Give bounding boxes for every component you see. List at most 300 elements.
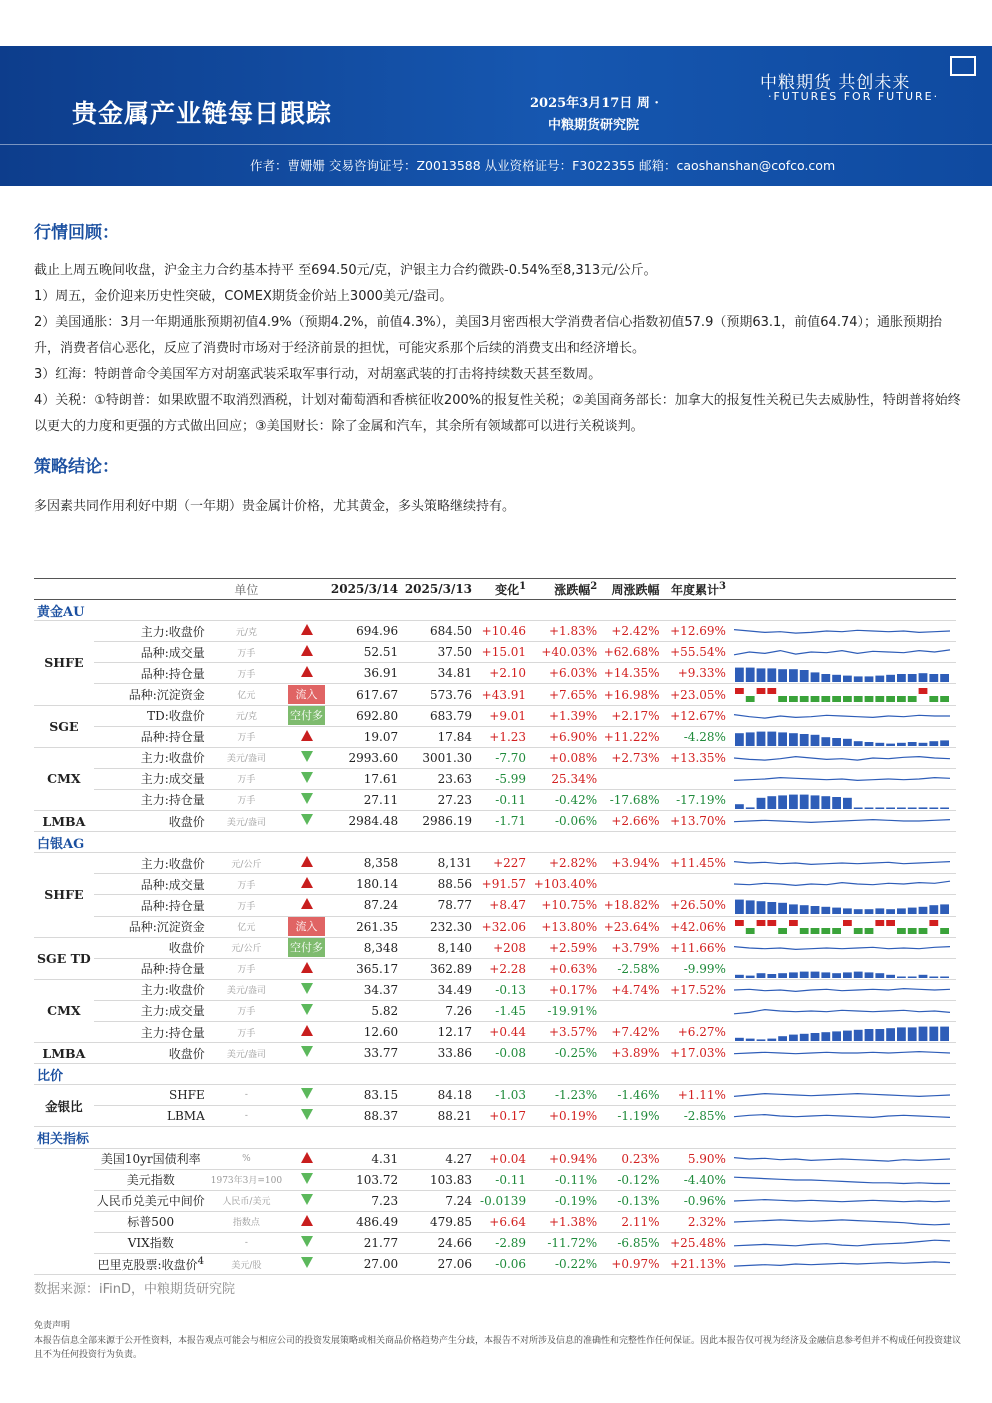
sparkline-chart xyxy=(732,1171,952,1189)
sparkline-bar xyxy=(821,972,830,978)
value-pct-change: +6.03% xyxy=(529,663,600,684)
sparkline-bar xyxy=(767,731,776,745)
signal-cell xyxy=(285,1169,328,1190)
sparkline-bar xyxy=(757,669,766,683)
sparkline-bar xyxy=(929,976,938,978)
sparkline-bar xyxy=(832,738,841,746)
sparkline-bar xyxy=(746,1039,755,1041)
sparkline-bar xyxy=(908,807,917,809)
item-label: 主力:收盘价 xyxy=(140,624,205,639)
value-week-change: +62.68% xyxy=(600,642,662,663)
sparkline-bar xyxy=(897,674,906,682)
sparkline-chart xyxy=(732,1002,952,1020)
value-week-change xyxy=(600,874,662,895)
signal-cell xyxy=(285,958,328,979)
item-name xyxy=(94,684,208,705)
sparkline-bar xyxy=(843,798,852,809)
trend-sparkline xyxy=(729,663,956,684)
unit-label: 万手 xyxy=(208,642,285,663)
unit-label: 万手 xyxy=(208,1000,285,1021)
sparkline-bar xyxy=(908,674,917,682)
signal-cell xyxy=(285,642,328,663)
sparkline-bar xyxy=(940,1027,949,1041)
exchange-label: SGE xyxy=(34,705,94,747)
unit-label: 1973年3月=100 xyxy=(208,1169,285,1190)
review-para-1: 1）周五，金价迎来历史性突破，COMEX期货金价站上3000美元/盎司。 xyxy=(34,289,453,304)
value-current: 5.82 xyxy=(328,1000,401,1021)
sparkline-line xyxy=(734,946,950,949)
table-row xyxy=(34,853,956,874)
item-label: 品种:成交量 xyxy=(140,877,205,892)
item-name xyxy=(94,663,208,684)
value-previous: 2986.19 xyxy=(401,811,475,832)
value-change: +32.06 xyxy=(475,916,529,937)
sparkline-bar xyxy=(854,971,863,977)
sparkline-winloss-mark xyxy=(821,696,830,702)
sparkline-bar xyxy=(897,743,906,746)
sparkline-bar xyxy=(854,807,863,809)
sparkline-winloss-mark xyxy=(811,928,820,934)
value-change: -0.06 xyxy=(475,1254,529,1275)
up-arrow-icon xyxy=(301,877,313,888)
sparkline-chart xyxy=(732,622,952,640)
value-change: -0.11 xyxy=(475,789,529,810)
table-row xyxy=(34,979,956,1000)
sparkline-bar xyxy=(832,908,841,914)
value-current: 2993.60 xyxy=(328,747,401,768)
value-change: +227 xyxy=(475,853,529,874)
bull-badge: 空付多 xyxy=(288,938,325,957)
sparkline-bar xyxy=(865,677,874,683)
sparkline-line xyxy=(734,1199,950,1201)
value-ytd-change: -9.99% xyxy=(663,958,729,979)
signal-cell xyxy=(285,1043,328,1064)
sparkline-chart xyxy=(732,1044,952,1062)
col-change xyxy=(475,579,529,600)
item-label: SHFE xyxy=(168,1088,205,1103)
sparkline-winloss-mark xyxy=(832,696,841,702)
sparkline-chart xyxy=(732,643,952,661)
review-text xyxy=(34,258,964,440)
sparkline-bar xyxy=(811,735,820,746)
value-current: 8,358 xyxy=(328,853,401,874)
trend-sparkline xyxy=(729,1106,956,1127)
value-week-change: -2.58% xyxy=(600,958,662,979)
sparkline-winloss-mark xyxy=(929,920,938,926)
sparkline-bar xyxy=(767,974,776,978)
value-current: 617.67 xyxy=(328,684,401,705)
sparkline-line xyxy=(734,1094,950,1097)
unit-label: 亿元 xyxy=(208,916,285,937)
item-label: 品种:持仓量 xyxy=(140,730,205,745)
item-name xyxy=(94,1148,208,1169)
item-name xyxy=(94,979,208,1000)
value-current: 103.72 xyxy=(328,1169,401,1190)
sparkline-bar xyxy=(897,976,906,978)
item-label: TD:收盘价 xyxy=(147,709,205,724)
value-week-change: +2.17% xyxy=(600,705,662,726)
item-label: 品种:持仓量 xyxy=(140,962,205,977)
sparkline-bar xyxy=(875,1029,884,1041)
value-current: 4.31 xyxy=(328,1148,401,1169)
sparkline-chart xyxy=(732,791,952,809)
item-name xyxy=(94,747,208,768)
sparkline-winloss-mark xyxy=(843,696,852,702)
sparkline-chart xyxy=(732,854,952,872)
sparkline-bar xyxy=(767,669,776,683)
table-row xyxy=(34,1232,956,1253)
exchange-label: LMBA xyxy=(34,811,94,832)
sparkline-bar xyxy=(746,668,755,682)
sparkline-bar xyxy=(875,743,884,746)
value-current: 27.00 xyxy=(328,1254,401,1275)
value-week-change: +3.79% xyxy=(600,937,662,958)
signal-cell xyxy=(285,1106,328,1127)
item-label: 主力:成交量 xyxy=(140,1004,205,1019)
sparkline-bar xyxy=(865,1029,874,1041)
sparkline-bar xyxy=(940,807,949,809)
table-row xyxy=(34,1148,956,1169)
sparkline-bar xyxy=(897,909,906,915)
table-row xyxy=(34,768,956,789)
value-change: +8.47 xyxy=(475,895,529,916)
value-previous: 17.84 xyxy=(401,726,475,747)
sparkline-bar xyxy=(767,1039,776,1041)
table-header-row xyxy=(34,579,956,600)
signal-cell xyxy=(285,621,328,642)
sparkline-bar xyxy=(940,674,949,682)
item-label: 标普500 xyxy=(127,1215,175,1230)
sparkline-line xyxy=(734,1052,950,1054)
table-row xyxy=(34,705,956,726)
sparkline-bar xyxy=(778,903,787,914)
col-pct-note: 2 xyxy=(590,580,598,592)
sparkline-winloss-mark xyxy=(886,696,895,702)
value-current: 88.37 xyxy=(328,1106,401,1127)
sparkline-bar xyxy=(929,1027,938,1041)
sparkline-winloss-mark xyxy=(875,920,884,926)
up-arrow-icon xyxy=(301,1152,313,1163)
section-title: 比价 xyxy=(34,1064,956,1085)
value-ytd-change: -17.19% xyxy=(663,789,729,810)
down-arrow-icon xyxy=(301,1004,313,1015)
trend-sparkline xyxy=(729,979,956,1000)
sparkline-bar xyxy=(875,807,884,809)
table-row xyxy=(34,1211,956,1232)
item-label: 品种:成交量 xyxy=(140,645,205,660)
disclaimer-title: 免责声明 xyxy=(34,1321,71,1331)
unit-label: 元/公斤 xyxy=(208,937,285,958)
section-title: 黄金AU xyxy=(34,600,956,621)
item-name xyxy=(94,726,208,747)
sparkline-bar xyxy=(843,676,852,682)
value-previous: 27.06 xyxy=(401,1254,475,1275)
value-pct-change: -1.23% xyxy=(529,1085,600,1106)
value-pct-change: +0.63% xyxy=(529,958,600,979)
trend-sparkline xyxy=(729,1169,956,1190)
strategy-text: 多因素共同作用利好中期（一年期）贵金属计价格，尤其黄金，多头策略继续持有。 xyxy=(34,499,516,514)
sparkline-bar xyxy=(789,1035,798,1041)
value-week-change: 0.23% xyxy=(600,1148,662,1169)
value-current: 8,348 xyxy=(328,937,401,958)
sparkline-chart xyxy=(732,664,952,682)
sparkline-bar xyxy=(919,1027,928,1041)
value-ytd-change: 2.32% xyxy=(663,1211,729,1232)
signal-cell xyxy=(285,937,328,958)
down-arrow-icon xyxy=(301,772,313,783)
value-ytd-change: +17.03% xyxy=(663,1043,729,1064)
value-current: 12.60 xyxy=(328,1021,401,1042)
table-row xyxy=(34,663,956,684)
item-name xyxy=(94,1021,208,1042)
sparkline-chart xyxy=(732,770,952,788)
sparkline-bar xyxy=(919,743,928,746)
sparkline-bar xyxy=(843,739,852,746)
value-pct-change: +1.38% xyxy=(529,1211,600,1232)
trend-sparkline xyxy=(729,958,956,979)
table-row xyxy=(34,747,956,768)
sparkline-bar xyxy=(821,796,830,809)
sparkline-line xyxy=(734,1220,950,1225)
value-week-change: +11.22% xyxy=(600,726,662,747)
value-ytd-change: +1.11% xyxy=(663,1085,729,1106)
unit-label: 元/公斤 xyxy=(208,853,285,874)
signal-cell xyxy=(285,916,328,937)
value-previous: 23.63 xyxy=(401,768,475,789)
sparkline-chart xyxy=(732,960,952,978)
unit-label: 亿元 xyxy=(208,684,285,705)
table-row xyxy=(34,1190,956,1211)
item-label: 美国10yr国债利率 xyxy=(100,1152,201,1167)
sparkline-bar xyxy=(897,807,906,809)
sparkline-bar xyxy=(865,910,874,915)
sparkline-winloss-mark xyxy=(757,920,766,926)
exchange-label: SHFE xyxy=(34,853,94,937)
value-previous: 479.85 xyxy=(401,1211,475,1232)
sparkline-line xyxy=(734,1010,950,1014)
item-label: 巴里克股票:收盘价 xyxy=(97,1257,198,1272)
trend-sparkline xyxy=(729,1232,956,1253)
item-label: 收盘价 xyxy=(168,814,205,829)
value-current: 21.77 xyxy=(328,1232,401,1253)
value-change: -0.11 xyxy=(475,1169,529,1190)
value-previous: 362.89 xyxy=(401,958,475,979)
value-previous: 7.24 xyxy=(401,1190,475,1211)
item-label: 主力:持仓量 xyxy=(140,793,205,808)
sparkline-winloss-mark xyxy=(811,696,820,702)
value-pct-change: +2.82% xyxy=(529,853,600,874)
value-pct-change: +7.65% xyxy=(529,684,600,705)
sparkline-bar xyxy=(735,975,744,978)
item-name xyxy=(94,916,208,937)
item-label: 品种:持仓量 xyxy=(140,666,205,681)
item-label: VIX指数 xyxy=(127,1236,174,1251)
sparkline-chart xyxy=(732,1086,952,1104)
item-name xyxy=(94,853,208,874)
sparkline-bar xyxy=(811,971,820,977)
value-pct-change: +103.40% xyxy=(529,874,600,895)
sparkline-bar xyxy=(811,906,820,914)
sparkline-bar xyxy=(789,733,798,746)
signal-cell xyxy=(285,1232,328,1253)
value-current: 365.17 xyxy=(328,958,401,979)
value-current: 486.49 xyxy=(328,1211,401,1232)
item-name xyxy=(94,1211,208,1232)
signal-cell xyxy=(285,811,328,832)
up-arrow-icon xyxy=(301,962,313,973)
sparkline-winloss-mark xyxy=(800,696,809,702)
trend-sparkline xyxy=(729,1043,956,1064)
col-ytd xyxy=(663,579,729,600)
sparkline-winloss-mark xyxy=(821,928,830,934)
sparkline-bar xyxy=(886,743,895,745)
value-current: 33.77 xyxy=(328,1043,401,1064)
sparkline-bar xyxy=(789,670,798,683)
sparkline-chart xyxy=(732,1255,952,1273)
value-current: 52.51 xyxy=(328,642,401,663)
value-ytd-change: +21.13% xyxy=(663,1254,729,1275)
sparkline-winloss-mark xyxy=(865,696,874,702)
trend-sparkline xyxy=(729,853,956,874)
down-arrow-icon xyxy=(301,983,313,994)
item-name xyxy=(94,642,208,663)
value-pct-change: +0.94% xyxy=(529,1148,600,1169)
value-change: +6.64 xyxy=(475,1211,529,1232)
sparkline-chart xyxy=(732,1150,952,1168)
table-row xyxy=(34,684,956,705)
value-ytd-change: +17.52% xyxy=(663,979,729,1000)
value-week-change: +3.94% xyxy=(600,853,662,874)
sparkline-winloss-mark xyxy=(767,920,776,926)
down-arrow-icon xyxy=(301,793,313,804)
sparkline-line xyxy=(734,862,950,865)
item-name xyxy=(94,958,208,979)
value-week-change: +23.64% xyxy=(600,916,662,937)
sparkline-bar xyxy=(800,971,809,977)
item-label: 美元指数 xyxy=(126,1173,175,1188)
value-ytd-change xyxy=(663,768,729,789)
sparkline-bar xyxy=(919,674,928,683)
signal-cell xyxy=(285,747,328,768)
trend-sparkline xyxy=(729,768,956,789)
sparkline-line xyxy=(734,1177,950,1183)
signal-cell xyxy=(285,705,328,726)
trend-sparkline xyxy=(729,642,956,663)
value-pct-change: -0.06% xyxy=(529,811,600,832)
sparkline-line xyxy=(734,777,950,780)
sparkline-bar xyxy=(897,1027,906,1041)
value-previous: 4.27 xyxy=(401,1148,475,1169)
sparkline-bar xyxy=(832,973,841,978)
sparkline-bar xyxy=(875,676,884,682)
sparkline-line xyxy=(734,988,950,991)
sparkline-bar xyxy=(811,795,820,809)
sparkline-bar xyxy=(886,675,895,682)
value-pct-change: +0.19% xyxy=(529,1106,600,1127)
item-label: LBMA xyxy=(167,1109,205,1124)
col-date2: 2025/3/13 xyxy=(401,579,475,600)
sparkline-bar xyxy=(735,733,744,746)
value-week-change: +2.73% xyxy=(600,747,662,768)
sparkline-winloss-mark xyxy=(908,928,917,934)
sparkline-chart xyxy=(732,1192,952,1210)
unit-label: 美元/盎司 xyxy=(208,1043,285,1064)
sparkline-line xyxy=(734,820,950,823)
sparkline-bar xyxy=(789,905,798,915)
sparkline-bar xyxy=(919,907,928,914)
table-row xyxy=(34,895,956,916)
report-date: 2025年3月17日 周 · xyxy=(530,96,659,111)
value-current: 87.24 xyxy=(328,895,401,916)
sparkline-chart xyxy=(732,918,952,936)
trend-sparkline xyxy=(729,1000,956,1021)
trend-sparkline xyxy=(729,1085,956,1106)
value-ytd-change: +42.06% xyxy=(663,916,729,937)
unit-label: 万手 xyxy=(208,768,285,789)
item-name xyxy=(94,1085,208,1106)
sparkline-bar xyxy=(821,907,830,914)
exchange-label: SHFE xyxy=(34,621,94,705)
sparkline-winloss-mark xyxy=(854,696,863,702)
sparkline-bar xyxy=(789,795,798,809)
value-change: +43.91 xyxy=(475,684,529,705)
sparkline-winloss-mark xyxy=(832,928,841,934)
sparkline-bar xyxy=(908,976,917,978)
value-change: +0.44 xyxy=(475,1021,529,1042)
company-slogan: ·FUTURES FOR FUTURE· xyxy=(768,90,940,103)
value-pct-change: -11.72% xyxy=(529,1232,600,1253)
unit-label: 人民币/美元 xyxy=(208,1190,285,1211)
report-institute: 中粮期货研究院 xyxy=(548,118,640,133)
review-para-0: 截止上周五晚间收盘，沪金主力合约基本持平 至694.50元/克，沪银主力合约微跌-0.54%至8,313元/公斤。 xyxy=(34,263,657,278)
value-change: +10.46 xyxy=(475,621,529,642)
sparkline-winloss-mark xyxy=(746,928,755,934)
value-previous: 24.66 xyxy=(401,1232,475,1253)
sparkline-winloss-mark xyxy=(897,928,906,934)
col-ytd-note: 3 xyxy=(718,580,726,592)
value-pct-change: +40.03% xyxy=(529,642,600,663)
sparkline-bar xyxy=(875,909,884,915)
trend-sparkline xyxy=(729,937,956,958)
value-ytd-change: +26.50% xyxy=(663,895,729,916)
sparkline-chart xyxy=(732,707,952,725)
disclaimer-text: 本报告信息全部来源于公开性资料，本报告观点可能会与相应公司的投资发展策略或相关商品价格趋势产生分歧，本报告不对所涉及信息的准确性和完整性作任何保证。因此本报告仅可视为经济及金融信息参考但并不构成任何投资建议且不为任何投资行为负责。 xyxy=(34,1336,962,1360)
value-week-change: -0.12% xyxy=(600,1169,662,1190)
sparkline-bar xyxy=(843,1031,852,1041)
signal-cell xyxy=(285,1254,328,1275)
sparkline-bar xyxy=(821,1032,830,1041)
sparkline-winloss-mark xyxy=(919,928,928,934)
value-pct-change: +0.17% xyxy=(529,979,600,1000)
sparkline-bar xyxy=(811,1033,820,1041)
col-pct-label: 涨跌幅 xyxy=(554,582,591,597)
col-change-label: 变化 xyxy=(495,582,520,597)
item-label: 收盘价 xyxy=(168,941,205,956)
signal-cell xyxy=(285,1000,328,1021)
sparkline-winloss-mark xyxy=(940,696,949,702)
unit-label: 美元/盎司 xyxy=(208,747,285,768)
sparkline-bar xyxy=(778,973,787,978)
sparkline-bar xyxy=(767,796,776,809)
value-previous: 78.77 xyxy=(401,895,475,916)
value-week-change: +0.97% xyxy=(600,1254,662,1275)
unit-label: 元/克 xyxy=(208,621,285,642)
down-arrow-icon xyxy=(301,1088,313,1099)
sparkline-line xyxy=(734,1262,950,1266)
sparkline-bar xyxy=(778,670,787,683)
value-previous: 232.30 xyxy=(401,916,475,937)
sparkline-chart xyxy=(732,728,952,746)
